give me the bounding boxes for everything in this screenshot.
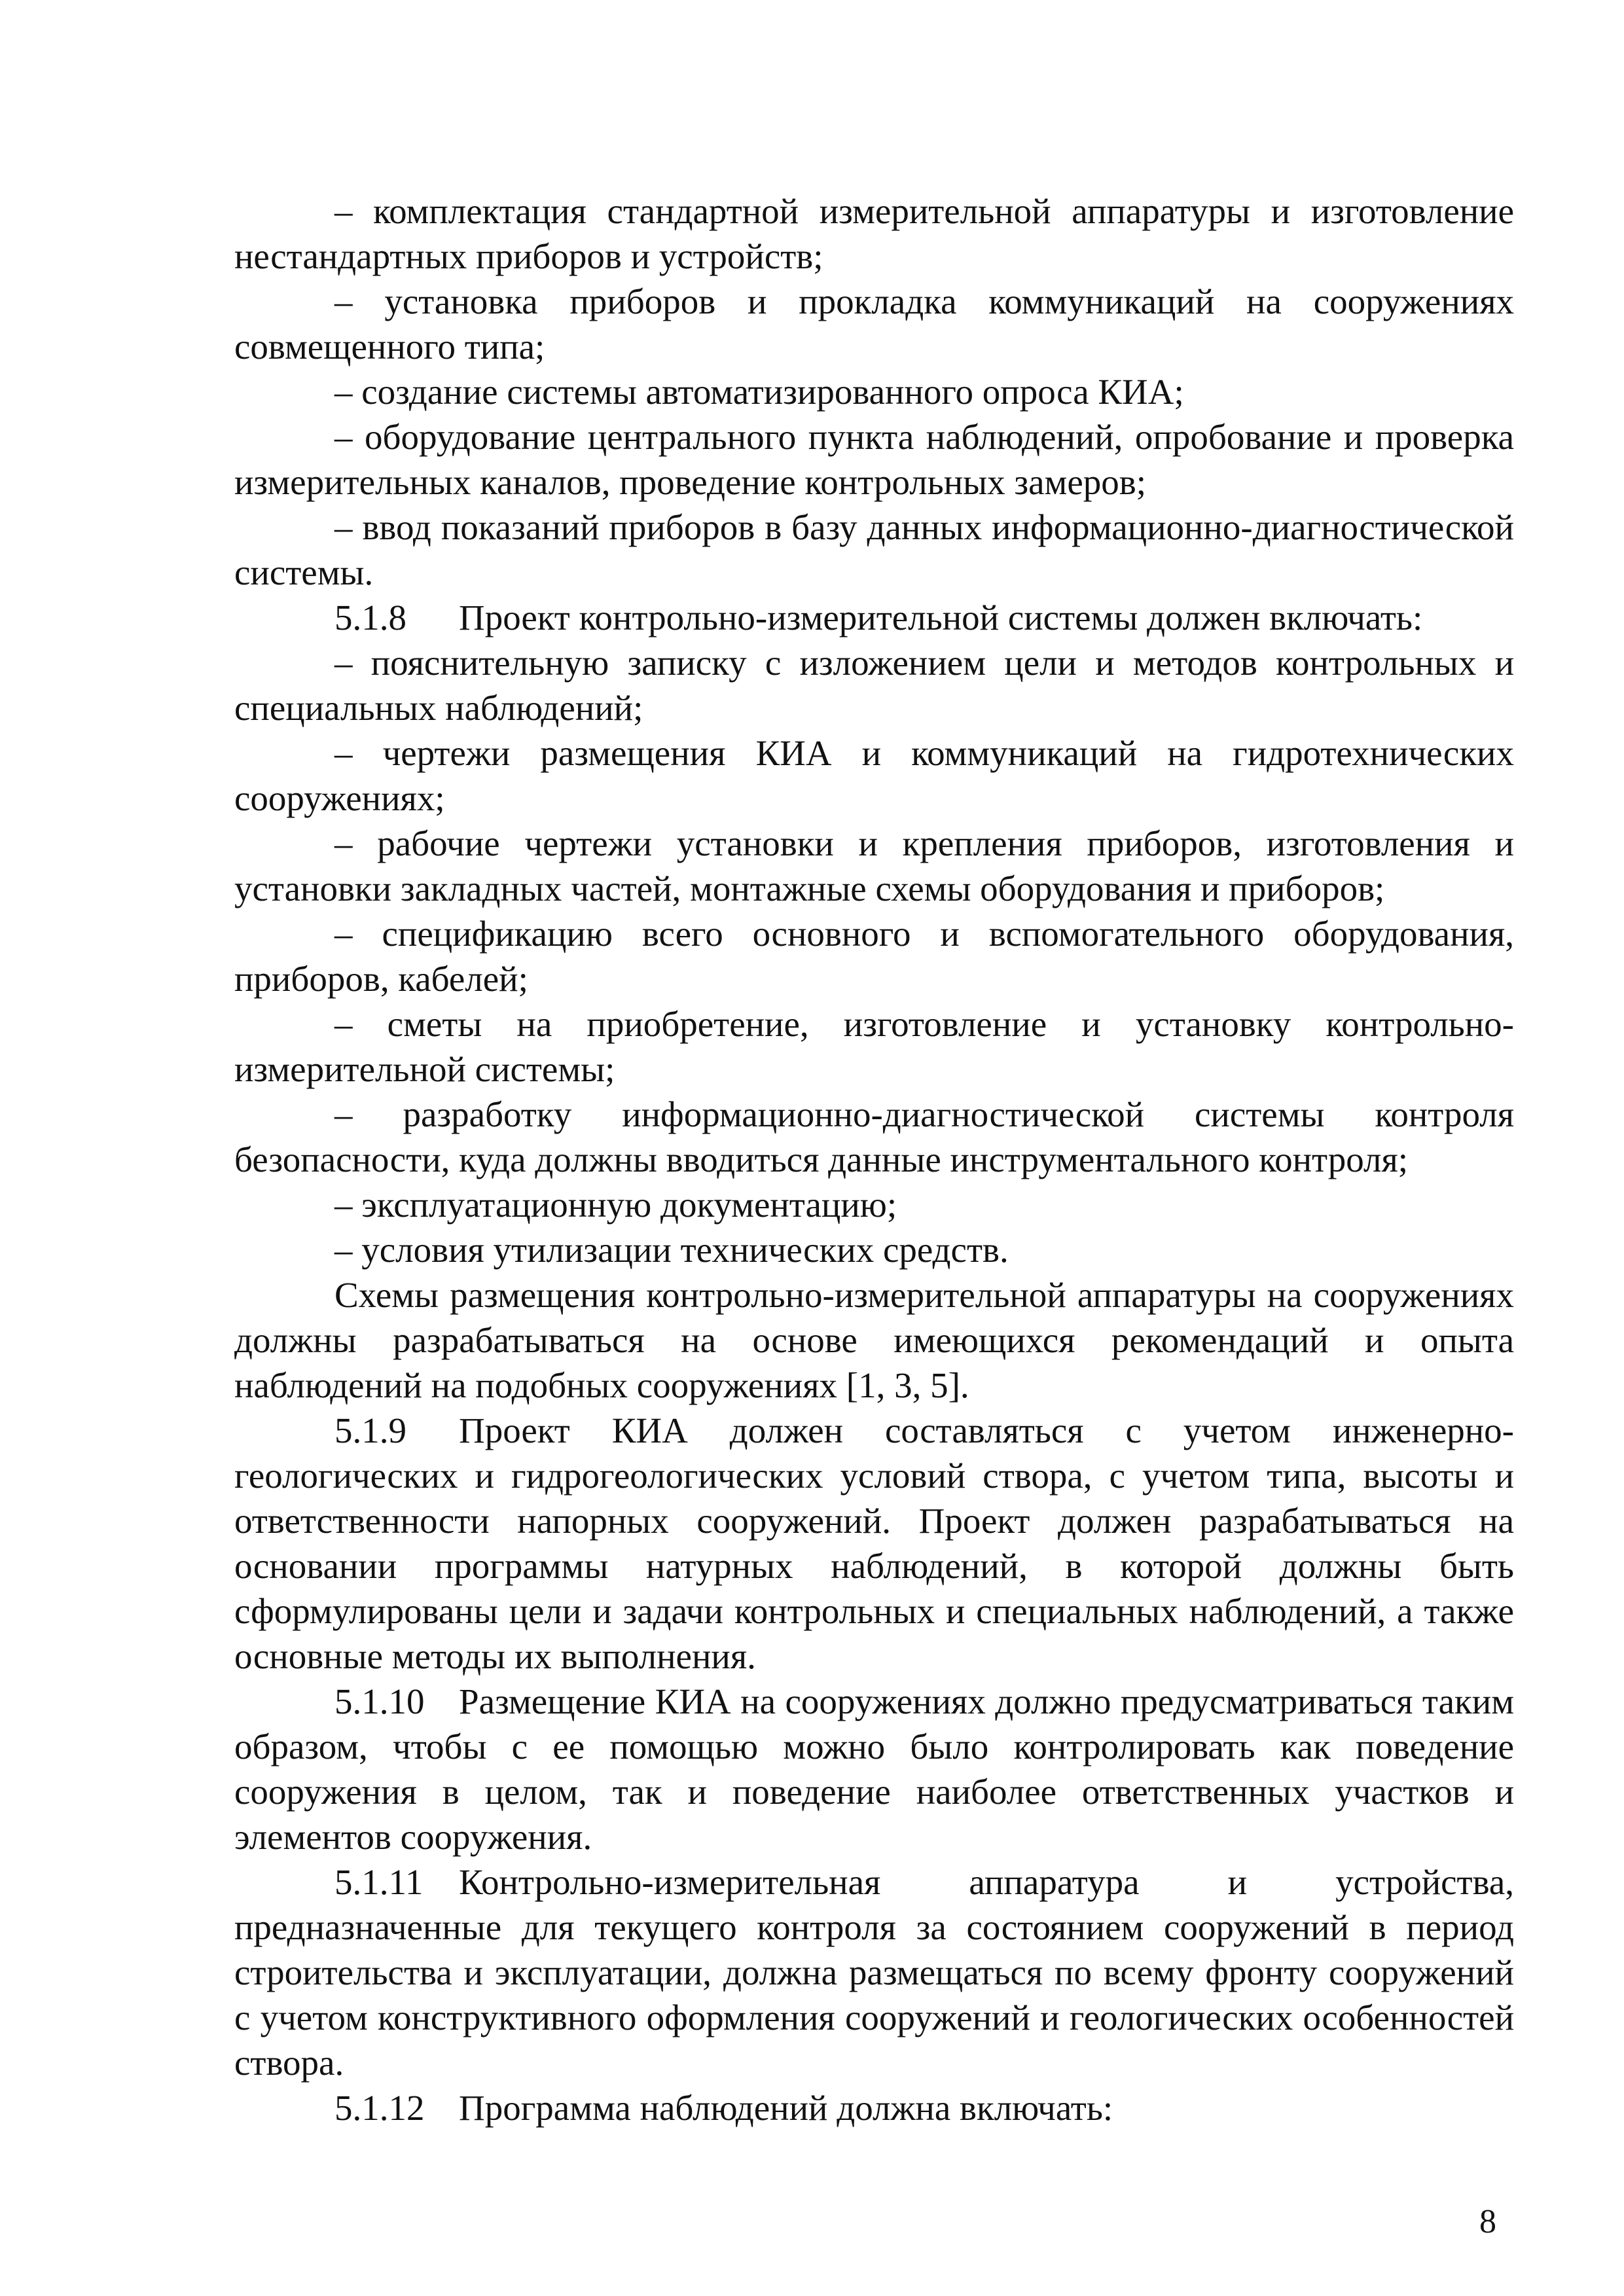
dash-marker: –	[334, 507, 363, 547]
dash-marker: –	[334, 1185, 362, 1225]
paragraph-text: Схемы размещения контрольно-измерительной аппаратуры на сооружениях должны разрабатываться на основе имеющихся рекомендаций и опыта наблюдений на подобных сооружениях [1, 3, 5].	[234, 1275, 1514, 1405]
list-item	[234, 730, 1514, 821]
list-item	[234, 279, 1514, 369]
numbered-clause	[234, 2085, 1514, 2130]
list-item	[234, 188, 1514, 279]
dash-marker: –	[334, 1230, 362, 1270]
dash-marker: –	[334, 733, 383, 773]
dash-marker: –	[334, 191, 374, 231]
paragraph-text: Проект контрольно-измерительной системы должен включать:	[459, 598, 1423, 637]
paragraph-text: чертежи размещения КИА и коммуникаций на гидротехнических сооружениях;	[234, 733, 1514, 818]
numbered-clause	[234, 1679, 1514, 1859]
list-item	[234, 1092, 1514, 1182]
paragraph-text: разработку информационно-диагностической системы контроля безопасности, куда должны вводиться данные инструментального контроля;	[234, 1094, 1514, 1179]
page-number: 8	[1479, 2203, 1496, 2240]
paragraph-text: пояснительную записку с изложением цели и методов контрольных и специальных наблюдений;	[234, 643, 1514, 728]
paragraph-text: спецификацию всего основного и вспомогательного оборудования, приборов, кабелей;	[234, 914, 1515, 999]
paragraph-text: Контрольно-измерительная аппаратура и устройства, предназначенные для текущего контроля за состоянием сооружений в период строительства и эксплуатации, должна размещаться по всему фронту сооружений с учетом конструктивного оформления сооружений и геологических особенностей створа.	[234, 1862, 1514, 2083]
dash-marker: –	[334, 1004, 388, 1044]
numbered-clause	[234, 595, 1514, 640]
clause-number: 5.1.12	[334, 2088, 425, 2128]
list-item	[234, 1182, 1514, 1227]
paragraph-text: эксплуатационную документацию;	[361, 1185, 897, 1225]
paragraph-text: ввод показаний приборов в базу данных информационно-диагностической системы.	[234, 507, 1514, 592]
paragraph-text: Размещение КИА на сооружениях должно предусматриваться таким образом, чтобы с ее помощью можно было контролировать как поведение сооружения в целом, так и поведение наиболее ответственных участков и элементов сооружения.	[234, 1681, 1514, 1857]
numbered-clause	[234, 1408, 1514, 1679]
paragraph-text: Проект КИА должен составляться с учетом инженерно-геологических и гидрогеологических условий створа, с учетом типа, высоты и ответственности напорных сооружений. Проект должен разрабатываться на основании программы натурных наблюдений, в которой должны быть сформулированы цели и задачи контрольных и специальных наблюдений, а также основные методы их выполнения.	[234, 1410, 1514, 1676]
dash-marker: –	[334, 417, 365, 457]
dash-marker: –	[334, 823, 378, 863]
list-item	[234, 1227, 1514, 1272]
paragraph-text: установка приборов и прокладка коммуникаций на сооружениях совмещенного типа;	[234, 281, 1515, 367]
list-item	[234, 821, 1514, 911]
dash-marker: –	[334, 1094, 403, 1134]
dash-marker: –	[334, 372, 362, 412]
clause-number: 5.1.11	[334, 1862, 424, 1902]
paragraph-text: сметы на приобретение, изготовление и установку контрольно-измерительной системы;	[234, 1004, 1514, 1089]
clause-number: 5.1.10	[334, 1681, 425, 1721]
paragraph-text: рабочие чертежи установки и крепления приборов, изготовления и установки закладных частей, монтажные схемы оборудования и приборов;	[234, 823, 1514, 908]
list-item	[234, 414, 1514, 505]
paragraph-text: создание системы автоматизированного опроса КИА;	[361, 372, 1184, 412]
list-item	[234, 911, 1514, 1001]
numbered-clause	[234, 1859, 1514, 2085]
paragraph-text: комплектация стандартной измерительной аппаратуры и изготовление нестандартных приборов и устройств;	[234, 191, 1515, 276]
document-body	[234, 188, 1514, 2130]
paragraph-text: условия утилизации технических средств.	[361, 1230, 1009, 1270]
list-item	[234, 1001, 1514, 1092]
paragraph-text: Программа наблюдений должна включать:	[459, 2088, 1113, 2128]
dash-marker: –	[334, 281, 385, 321]
dash-marker: –	[334, 643, 371, 683]
clause-number: 5.1.9	[334, 1410, 406, 1450]
dash-marker: –	[334, 914, 382, 954]
list-item	[234, 505, 1514, 595]
list-item	[234, 369, 1514, 414]
clause-number: 5.1.8	[334, 598, 406, 637]
paragraph	[234, 1272, 1514, 1408]
list-item	[234, 640, 1514, 730]
paragraph-text: оборудование центрального пункта наблюдений, опробование и проверка измерительных каналов, проведение контрольных замеров;	[234, 417, 1515, 502]
